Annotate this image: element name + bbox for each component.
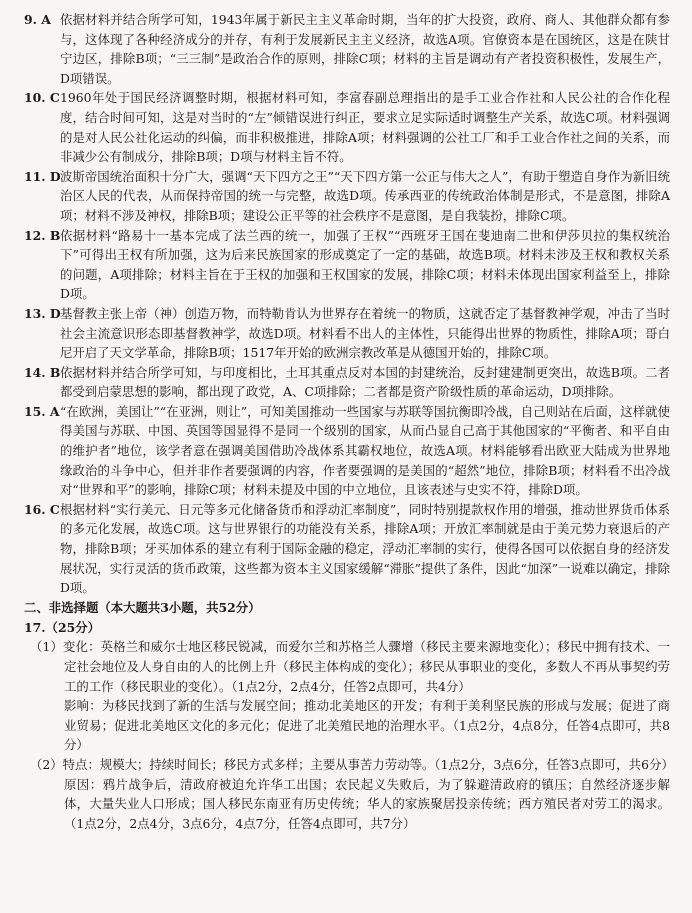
- q17-part2-feature: （2）特点：规模大；持续时间长；移民方式多样；主要从事苦力劳动等。（1点2分，3点6分，任答3点即可，共6分）: [30, 756, 674, 772]
- answer-explanation: “在欧洲，美国让”“在亚洲，则让”，可知美国推动一些国家与苏联等国抗衡即冷战，自己则站在后面，这样就使得美国与苏联、中国、英国等国显得不是同一个级别的国家，从而凸显自己高于其他国家的“平衡者、和平自由的维护者”地位，该学者意在强调美国借助冷战体系其霸权地位，故选A项。材料能够看出欧亚大陆成为世界地缘政治的斗争中心，但并非作者要强调的内容，作者要强调的是美国的“超然”地位，排除B项；材料看不出冷战对“世界和平”的影响，排除C项；材料未提及中国的中立地位，且该表述与史实不符，排除D项。: [60, 403, 670, 498]
- answer-explanation: 依据材料并结合所学可知，1943年属于新民主主义革命时期，当年的扩大投资，政府、商人、其他群众都有参与，这体现了各种经济成分的并存，有利于发展新民主主义经济，故选A项。官僚资本是在国统区，这是在陕甘宁边区，排除B项；“三三制”是政治合作的原则，排除C项；材料的主旨是调动有产者投资积极性，发展生产，D项错误。: [60, 12, 670, 86]
- answer-number: 12. B: [24, 227, 61, 243]
- answer-number: 15. A: [24, 403, 60, 419]
- answer-explanation: 根据材料“实行美元、日元等多元化储备货币和浮动汇率制度”，同时特别提款权作用的增强，推动世界货币体系的多元化发展，故选C项。这与世界银行的功能没有关系，排除A项；开放汇率制就是由于美元势力衰退后的产物，排除B项；牙买加体系的建立有利于国际金融的稳定，浮动汇率制的实行，使得各国可以依据自身的经济发展状况，实行灵活的货币政策，这些都为资本主义国家缓解“滞胀”提供了条件，因此“加深”一说难以确定，排除D项。: [60, 501, 670, 596]
- answer-item: [24, 304, 670, 363]
- q17-part1-impact: 影响：为移民找到了新的生活与发展空间；推动北美地区的开发；有利于美利坚民族的形成与发展；促进了商业贸易；促进北美地区文化的多元化；促进了北美殖民地的治理水平。（1点2分，4点8分，任答4点即可，共8分）: [64, 698, 670, 753]
- answer-item: [24, 402, 670, 500]
- answer-explanation: 依据材料并结合所学可知，与印度相比，土耳其重点反对本国的封建统治，反封建建制更突出，故选B项。二者都受到启蒙思想的影响，都出现了政党，A、C项排除；二者都是资产阶级性质的革命运动，D项排除。: [60, 364, 670, 400]
- answer-item: [24, 226, 670, 304]
- choice-answers: [24, 10, 670, 598]
- answer-number: 10. C: [24, 90, 60, 106]
- answer-number: 11. D: [24, 168, 61, 184]
- answer-explanation: 基督教主张上帝（神）创造万物，而特勒肯认为世界存在着统一的物质，这就否定了基督教神学观，冲击了当时社会主流意识形态即基督教神学，故选D项。材料看不出人的主体性，只能得出世界的物质性，排除A项；哥白尼开启了天文学革命，排除B项；1517年开始的欧洲宗教改革是从德国开始的，排除C项。: [60, 305, 670, 361]
- answer-item: [24, 88, 670, 166]
- section-heading: 二、非选择题（本大题共3小题，共52分）: [24, 599, 261, 615]
- answer-number: 16. C: [24, 501, 60, 517]
- answer-item: [24, 500, 670, 598]
- answer-explanation: 波斯帝国统治面积十分广大，强调“天下四方之王”“天下四方第一公正与伟大之人”，有助于塑造自身作为新旧统治区人民的代表，从而保持帝国的统一与完整，故选D项。传承西亚的传统政治体制是形式，不是意图，排除A项；材料不涉及神权，排除B项；建设公正平等的社会秩序不是意图，是自我装扮，排除C项。: [60, 168, 670, 223]
- answer-number: 13. D: [24, 305, 61, 321]
- answer-item: [24, 10, 670, 88]
- answer-explanation: 1960年处于国民经济调整时期，根据材料可知，李富春副总理指出的是手工业合作社和人民公社的合作化程度，结合时间可知，这是对当时的“左”倾错误进行纠正，要求立足实际适时调整生产关系，故选C项。材料强调的是对人民公社化运动的纠偏，而非积极推进，排除A项；材料强调的公社工厂和手工业合作社之间的关系，而非减少公有制成分，排除B项；D项与材料主旨不符。: [60, 90, 670, 165]
- answer-item: [24, 363, 670, 402]
- answer-number: 9. A: [24, 12, 51, 27]
- answer-number: 14. B: [24, 364, 61, 380]
- q17-part1-change: （1）变化：英格兰和威尔士地区移民锐减，而爱尔兰和苏格兰人骤增（移民主要来源地变化）；移民中拥有技术、一定社会地位及人身自由的人的比例上升（移民主体构成的变化）；移民从事职业的变化，多数人不再从事契约劳工的工作（移民职业的变化）。（1点2分，2点4分，任答2点即可，共4分）: [30, 639, 670, 694]
- question-17-header: 17.（25分）: [24, 619, 100, 635]
- answer-explanation: 依据材料“路易十一基本完成了法兰西的统一，加强了王权”“西班牙王国在斐迪南二世和伊莎贝拉的集权统治下”可得出王权有所加强，这为后来民族国家的形成奠定了一定的基础，故选B项。材料未涉及王权和教权关系的问题，A项排除；材料主旨在于王权的加强和王权国家的发展，排除C项；材料未体现出国家利益至上，排除D项。: [60, 227, 670, 302]
- q17-part2-reason: 原因：鸦片战争后，清政府被迫允许华工出国；农民起义失败后，为了躲避清政府的镇压；自然经济逐步解体，大量失业人口形成；国人移民东南亚有历史传统；华人的家族聚居投亲传统；西方殖民者对劳工的渴求。（1点2分，2点4分，3点6分，4点7分，任答4点即可，共7分）: [64, 776, 670, 831]
- answer-item: [24, 167, 670, 226]
